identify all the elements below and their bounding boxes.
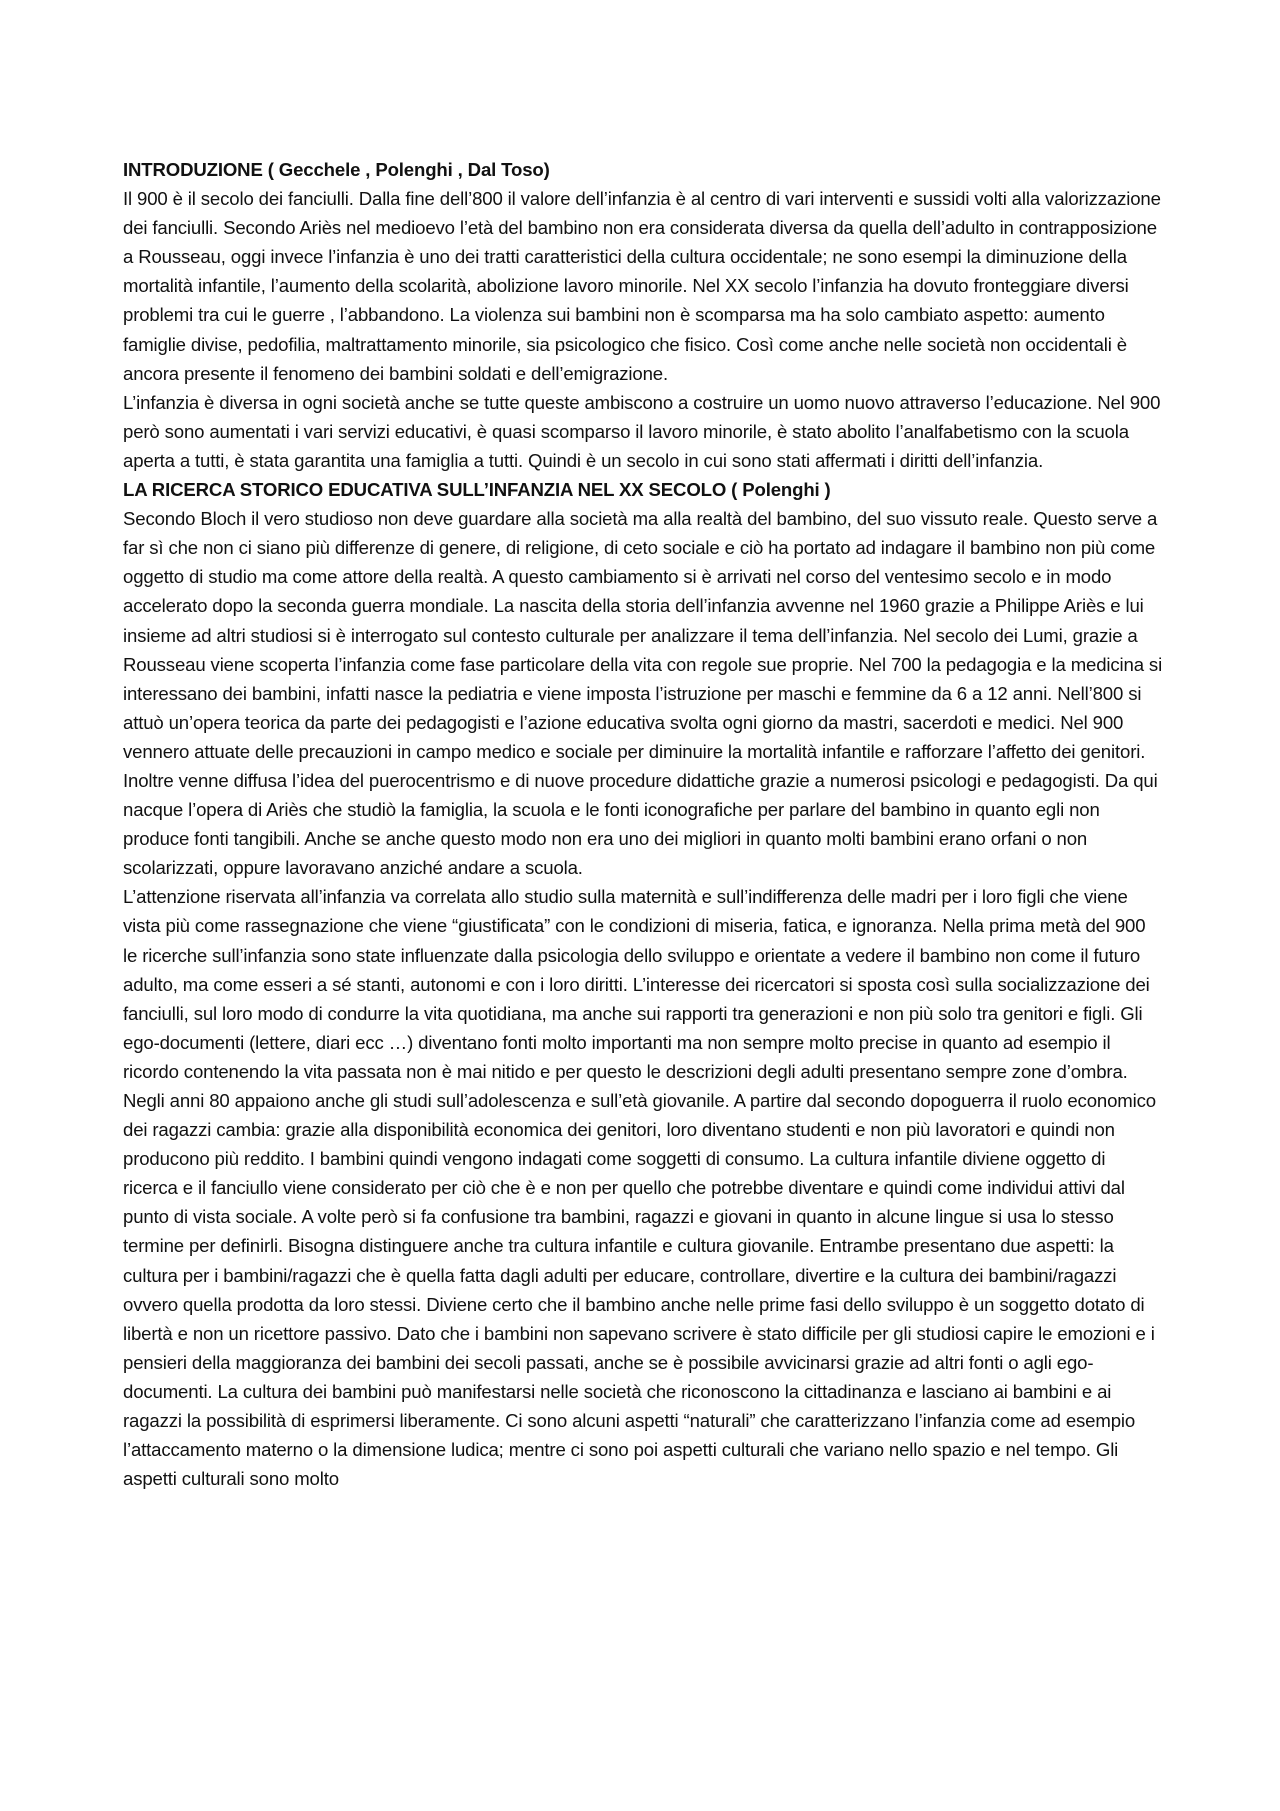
document-page [123,155,1163,1493]
section-heading-introduzione: INTRODUZIONE ( Gecchele , Polenghi , Dal Toso) [123,159,550,180]
paragraph-introduzione-1: Il 900 è il secolo dei fanciulli. Dalla fine dell’800 il valore dell’infanzia è al centro di vari interventi e sussidi volti alla valorizzazione dei fanciulli. Secondo Ariès nel medioevo l’età del bambino non era considerata diversa da quella dell’adulto in contrapposizione a Rousseau, oggi invece l’infanzia è uno dei tratti caratteristici della cultura occidentale; ne sono esempi la diminuzione della mortalità infantile, l’aumento della scolarità, abolizione lavoro minorile. Nel XX secolo l’infanzia ha dovuto fronteggiare diversi problemi tra cui le guerre , l’abbandono. La violenza sui bambini non è scomparsa ma ha solo cambiato aspetto: aumento famiglie divise, pedofilia, maltrattamento minorile, sia psicologico che fisico. Così come anche nelle società non occidentali è ancora presente il fenomeno dei bambini soldati e dell’emigrazione. [123,188,1161,384]
paragraph-introduzione-2: L’infanzia è diversa in ogni società anche se tutte queste ambiscono a costruire un uomo nuovo attraverso l’educazione. Nel 900 però sono aumentati i vari servizi educativi, è quasi scomparso il lavoro minorile, è stato abolito l’analfabetismo con la scuola aperta a tutti, è stata garantita una famiglia a tutti. Quindi è un secolo in cui sono stati affermati i diritti dell’infanzia. [123,391,1161,471]
paragraph-ricerca-2: L’attenzione riservata all’infanzia va correlata allo studio sulla maternità e sull’indifferenza delle madri per i loro figli che viene vista più come rassegnazione che viene “giustificata” con le condizioni di miseria, fatica, e ignoranza. Nella prima metà del 900 le ricerche sull’infanzia sono state influenzate dalla psicologia dello sviluppo e orientate a vedere il bambino non come il futuro adulto, ma come esseri a sé stanti, autonomi e con i loro diritti. L’interesse dei ricercatori si sposta così sulla socializzazione dei fanciulli, sul loro modo di condurre la vita quotidiana, ma anche sui rapporti tra generazioni e non più solo tra genitori e figli. Gli ego-documenti (lettere, diari ecc …) diventano fonti molto importanti ma non sempre molto precise in quanto ad esempio il ricordo contenendo la vita passata non è mai nitido e per questo le descrizioni degli adulti presentano sempre zone d’ombra. Negli anni 80 appaiono anche gli studi sull’adolescenza e sull’età giovanile. A partire dal secondo dopoguerra il ruolo economico dei ragazzi cambia: grazie alla disponibilità economica dei genitori, loro diventano studenti e non più lavoratori e quindi non producono più reddito. I bambini quindi vengono indagati come soggetti di consumo. La cultura infantile diviene oggetto di ricerca e il fanciullo viene considerato per ciò che è e non per quello che potrebbe diventare e quindi come individui attivi dal punto di vista sociale. A volte però si fa confusione tra bambini, ragazzi e giovani in quanto in alcune lingue si usa lo stesso termine per definirli. Bisogna distinguere anche tra cultura infantile e cultura giovanile. Entrambe presentano due aspetti: la cultura per i bambini/ragazzi che è quella fatta dagli adulti per educare, controllare, divertire e la cultura dei bambini/ragazzi ovvero quella prodotta da loro stessi. Diviene certo che il bambino anche nelle prime fasi dello sviluppo è un soggetto dotato di libertà e non un ricettore passivo. Dato che i bambini non sapevano scrivere è stato difficile per gli studiosi capire le emozioni e i pensieri della maggioranza dei bambini dei secoli passati, anche se è possibile avvicinarsi grazie ad altri fonti o agli ego-documenti. La cultura dei bambini può manifestarsi nelle società che riconoscono la cittadinanza e lasciano ai bambini e ai ragazzi la possibilità di esprimersi liberamente. Ci sono alcuni aspetti “naturali” che caratterizzano l’infanzia come ad esempio l’attaccamento materno o la dimensione ludica; mentre ci sono poi aspetti culturali che variano nello spazio e nel tempo. Gli aspetti culturali sono molto [123,886,1156,1490]
section-heading-ricerca-storico-educativa: LA RICERCA STORICO EDUCATIVA SULL’INFANZIA NEL XX SECOLO ( Polenghi ) [123,479,831,501]
paragraph-ricerca-1: Secondo Bloch il vero studioso non deve guardare alla società ma alla realtà del bambino, del suo vissuto reale. Questo serve a far sì che non ci siano più differenze di genere, di religione, di ceto sociale e ciò ha portato ad indagare il bambino non più come oggetto di studio ma come attore della realtà. A questo cambiamento si è arrivati nel corso del ventesimo secolo e in modo accelerato dopo la seconda guerra mondiale. La nascita della storia dell’infanzia avvenne nel 1960 grazie a Philippe Ariès e lui insieme ad altri studiosi si è interrogato sul contesto culturale per analizzare il tema dell’infanzia. Nel secolo dei Lumi, grazie a Rousseau viene scoperta l’infanzia come fase particolare della vita con regole sue proprie. Nel 700 la pedagogia e la medicina si interessano dei bambini, infatti nasce la pediatria e viene imposta l’istruzione per maschi e femmine da 6 a 12 anni. Nell’800 si attuò un’opera teorica da parte dei pedagogisti e l’azione educativa svolta ogni giorno da mastri, sacerdoti e medici. Nel 900 vennero attuate delle precauzioni in campo medico e sociale per diminuire la mortalità infantile e rafforzare l’affetto dei genitori. Inoltre venne diffusa l’idea del puerocentrismo e di nuove procedure didattiche grazie a numerosi psicologi e pedagogisti. Da qui nacque l’opera di Ariès che studiò la famiglia, la scuola e le fonti iconografiche per parlare del bambino in quanto egli non produce fonti tangibili. Anche se anche questo modo non era uno dei migliori in quanto molti bambini erano orfani o non scolarizzati, oppure lavoravano anziché andare a scuola. [123,508,1163,879]
